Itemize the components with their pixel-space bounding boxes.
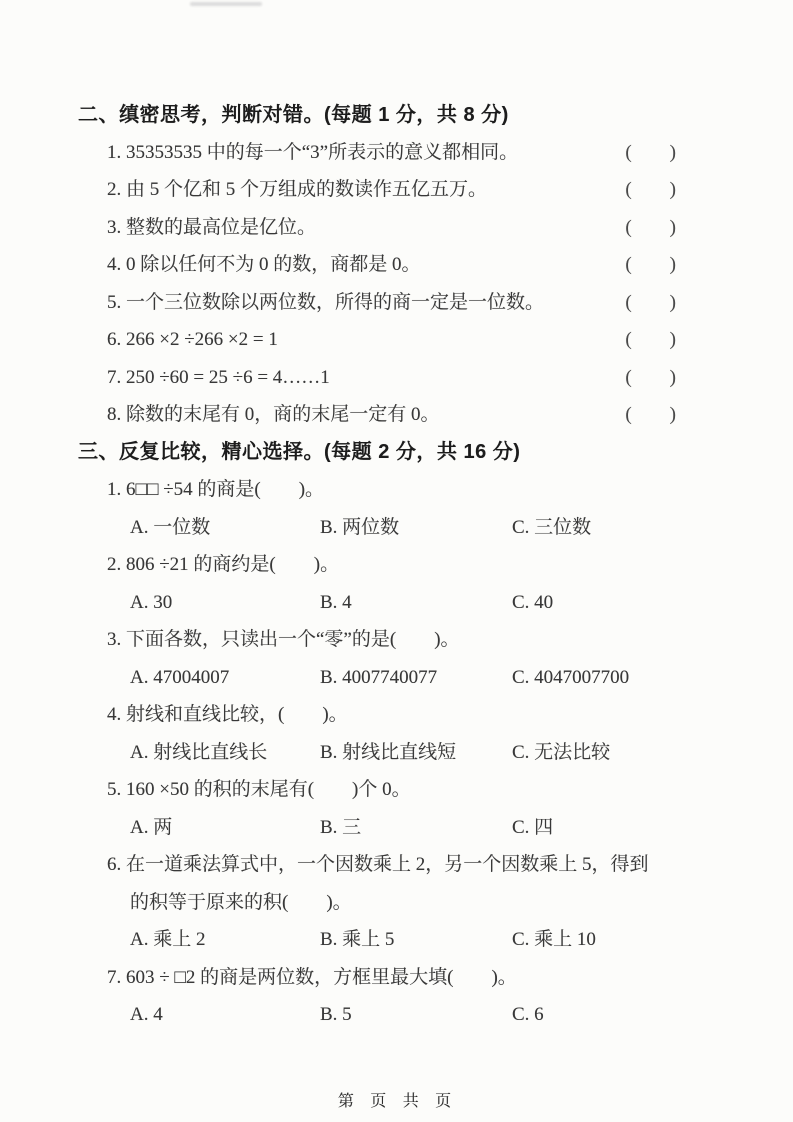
option-a: A. 射线比直线长 xyxy=(130,741,268,763)
answer-bracket: ( ) xyxy=(625,404,676,426)
choice-question xyxy=(78,846,676,884)
choice-options xyxy=(78,509,676,547)
option-c: C. 40 xyxy=(512,591,554,613)
section-judge-title: 二、缜密思考，判断对错。(每题 1 分，共 8 分) xyxy=(78,103,509,126)
option-b: B. 三 xyxy=(320,816,362,838)
choice-options xyxy=(78,996,676,1034)
option-a: A. 30 xyxy=(130,591,173,613)
option-a: A. 一位数 xyxy=(130,516,211,538)
choice-options xyxy=(78,659,676,697)
option-a: A. 乘上 2 xyxy=(130,929,206,951)
judge-item-text: 2. 由 5 个亿和 5 个万组成的数读作五亿五万。 xyxy=(107,179,488,201)
judge-item-text: 5. 一个三位数除以两位数，所得的商一定是一位数。 xyxy=(107,291,545,313)
choice-question xyxy=(78,471,676,509)
judge-item-text: 1. 35353535 中的每一个“3”所表示的意义都相同。 xyxy=(107,141,519,163)
judge-item xyxy=(78,284,676,322)
question-text: 3. 下面各数，只读出一个“零”的是( )。 xyxy=(107,629,460,651)
judge-item xyxy=(78,396,676,434)
choice-options xyxy=(78,809,676,847)
choice-question xyxy=(78,621,676,659)
option-b: B. 4 xyxy=(320,591,352,613)
option-c: C. 三位数 xyxy=(512,516,592,538)
judge-item-text: 7. 250 ÷60 = 25 ÷6 = 4……1 xyxy=(107,366,330,388)
judge-item xyxy=(78,246,676,284)
option-b: B. 两位数 xyxy=(320,516,400,538)
answer-bracket: ( ) xyxy=(625,329,676,351)
question-text-line1: 6. 在一道乘法算式中，一个因数乘上 2，另一个因数乘上 5，得到 xyxy=(107,854,649,876)
question-text-line2: 的积等于原来的积( )。 xyxy=(130,891,352,913)
judge-item-text: 3. 整数的最高位是亿位。 xyxy=(107,216,317,238)
answer-bracket: ( ) xyxy=(625,291,676,313)
question-text: 2. 806 ÷21 的商约是( )。 xyxy=(107,554,340,576)
option-b: B. 4007740077 xyxy=(320,666,438,688)
option-b: B. 乘上 5 xyxy=(320,929,395,951)
option-a: A. 4 xyxy=(130,1004,163,1026)
judge-item-text: 6. 266 ×2 ÷266 ×2 = 1 xyxy=(107,329,278,351)
choice-options xyxy=(78,921,676,959)
judge-item-text: 4. 0 除以任何不为 0 的数，商都是 0。 xyxy=(107,254,421,276)
judge-item xyxy=(78,359,676,397)
option-c: C. 乘上 10 xyxy=(512,929,596,951)
judge-item-text: 8. 除数的末尾有 0，商的末尾一定有 0。 xyxy=(107,404,440,426)
page-footer: 第 页 共 页 xyxy=(337,1093,456,1110)
choice-options xyxy=(78,734,676,772)
choice-question xyxy=(78,546,676,584)
judge-item xyxy=(78,134,676,172)
option-c: C. 4047007700 xyxy=(512,666,630,688)
choice-options xyxy=(78,584,676,622)
option-a: A. 两 xyxy=(130,816,173,838)
question-text: 1. 6□□ ÷54 的商是( )。 xyxy=(107,479,325,501)
answer-bracket: ( ) xyxy=(625,141,676,163)
section-choice-title: 三、反复比较，精心选择。(每题 2 分，共 16 分) xyxy=(78,441,521,464)
answer-bracket: ( ) xyxy=(625,366,676,388)
choice-question xyxy=(78,959,676,997)
option-c: C. 四 xyxy=(512,816,554,838)
judge-item xyxy=(78,171,676,209)
option-b: B. 5 xyxy=(320,1004,352,1026)
question-text: 5. 160 ×50 的积的末尾有( )个 0。 xyxy=(107,779,411,801)
choice-question-continued xyxy=(78,884,676,922)
choice-question xyxy=(78,771,676,809)
option-c: C. 无法比较 xyxy=(512,741,611,763)
answer-bracket: ( ) xyxy=(625,179,676,201)
option-c: C. 6 xyxy=(512,1004,544,1026)
question-text: 7. 603 ÷ □2 的商是两位数，方框里最大填( )。 xyxy=(107,966,517,988)
judge-item xyxy=(78,321,676,359)
answer-bracket: ( ) xyxy=(625,216,676,238)
question-text: 4. 射线和直线比较，( )。 xyxy=(107,704,348,726)
judge-item xyxy=(78,209,676,247)
option-b: B. 射线比直线短 xyxy=(320,741,457,763)
answer-bracket: ( ) xyxy=(625,254,676,276)
option-a: A. 47004007 xyxy=(130,666,230,688)
choice-question xyxy=(78,696,676,734)
